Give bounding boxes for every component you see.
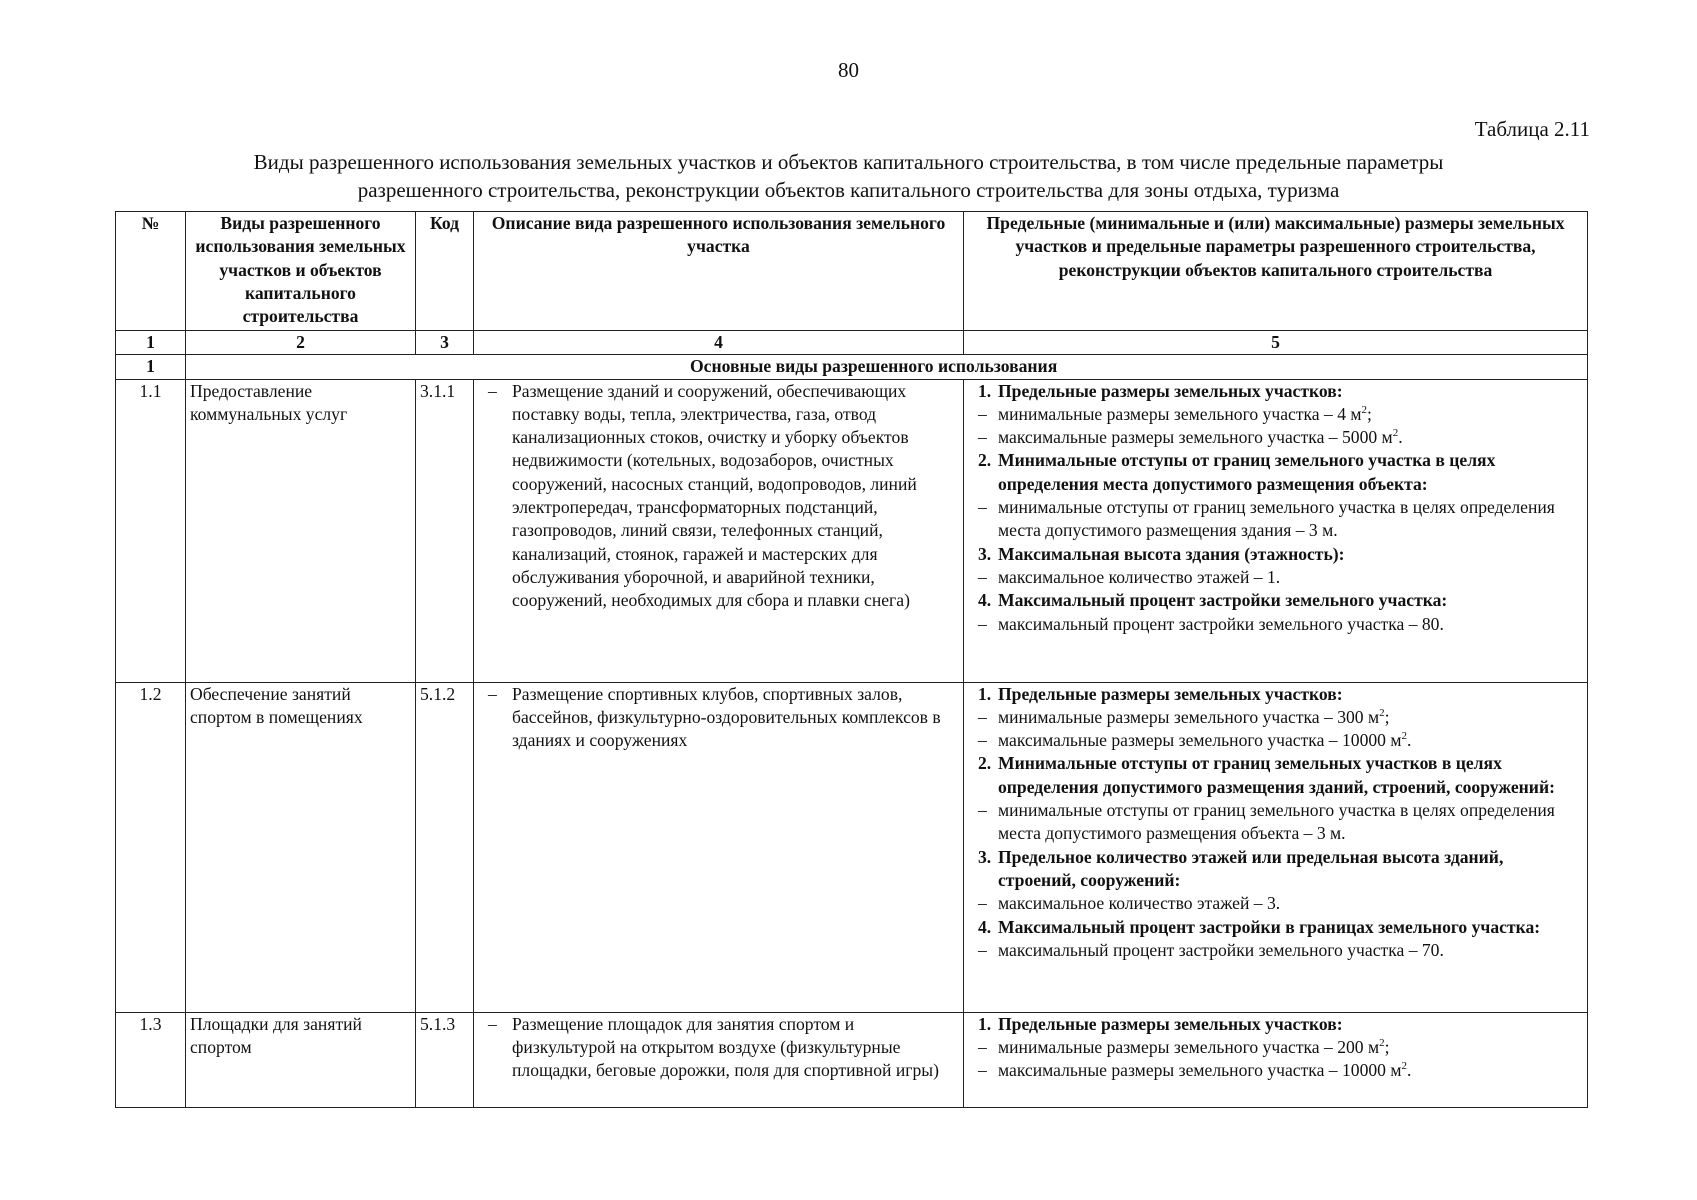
table-row: [116, 1012, 1588, 1107]
row-params: [964, 682, 1588, 1012]
param-item: [968, 589, 1583, 612]
param-text: [998, 543, 1344, 566]
header-kind: Виды разрешенного использования земельных участков и объектов капитального строительства: [186, 212, 416, 331]
param-text: [998, 380, 1343, 403]
param-text-tail: ;: [1367, 403, 1372, 424]
row-code: 3.1.1: [416, 379, 474, 682]
param-marker: –: [978, 706, 987, 727]
param-item: [968, 380, 1583, 403]
param-marker: –: [978, 403, 987, 424]
unit-superscript: 2: [1401, 730, 1407, 743]
header-num: №: [116, 212, 186, 331]
param-text: [998, 589, 1447, 612]
column-numbers-row: [116, 331, 1588, 355]
desc-text: Размещение спортивных клубов, спортивных залов, бассейнов, физкультурно-оздоровительных комплексов в зданиях и сооружениях: [512, 683, 941, 751]
header-code: Код: [416, 212, 474, 331]
row-code: 5.1.3: [416, 1012, 474, 1107]
row-code: 5.1.2: [416, 682, 474, 1012]
param-text: [998, 496, 1583, 543]
param-marker: 1.: [978, 1013, 992, 1034]
table-row: [116, 682, 1588, 1012]
param-text-main: Максимальный процент застройки земельного участка:: [998, 590, 1448, 611]
param-marker: –: [978, 939, 987, 960]
col-number: 4: [474, 331, 964, 355]
param-item: [968, 403, 1583, 426]
section-title-cell: [186, 355, 1588, 379]
param-text-main: Минимальные отступы от границ земельных участков в целях определения допустимого размещения зданий, строений, сооружений:: [998, 753, 1555, 797]
param-text: [998, 799, 1583, 846]
row-kind: Предоставление коммунальных услуг: [186, 379, 416, 682]
param-marker: –: [978, 497, 987, 518]
param-text: [998, 613, 1444, 636]
param-item: [968, 426, 1583, 449]
row-num: 1.1: [116, 379, 186, 682]
param-text-main: минимальные отступы от границ земельного участка в целях определения места допустимого размещения здания – 3 м.: [998, 497, 1555, 541]
param-text-main: максимальные размеры земельного участка – 10000 м: [998, 1060, 1402, 1081]
param-item: [968, 916, 1583, 939]
param-text-main: Максимальная высота здания (этажность):: [998, 543, 1345, 564]
param-marker: 2.: [978, 753, 992, 774]
section-num: 1: [116, 355, 186, 379]
row-params: [964, 379, 1588, 682]
dash-marker: –: [488, 683, 497, 704]
caption-line-1: Виды разрешенного использования земельных участков и объектов капитального строительства, в том числе предельные параметры: [253, 150, 1444, 174]
caption-line-2: разрешенного строительства, реконструкции объектов капитального строительства для зоны отдыха, туризма: [357, 178, 1340, 202]
param-text: [998, 683, 1343, 706]
param-text-main: Максимальный процент застройки в границах земельного участка:: [998, 916, 1541, 937]
param-item: [968, 799, 1583, 846]
row-desc: [474, 682, 964, 1012]
param-marker: –: [978, 613, 987, 634]
param-text-main: максимальный процент застройки земельного участка – 80.: [998, 613, 1444, 634]
param-text: [998, 892, 1280, 915]
param-text: [998, 752, 1583, 799]
unit-superscript: 2: [1379, 707, 1385, 720]
dash-marker: –: [488, 1013, 497, 1034]
param-item: [968, 1036, 1583, 1059]
param-item: [968, 496, 1583, 543]
param-text-main: Предельные размеры земельных участков:: [998, 683, 1343, 704]
col-number: 5: [964, 331, 1588, 355]
param-text-main: максимальный процент застройки земельного участка – 70.: [998, 939, 1444, 960]
param-text-tail: .: [1398, 427, 1403, 448]
row-num: 1.3: [116, 1012, 186, 1107]
page-number: 80: [838, 58, 859, 82]
param-marker: 2.: [978, 450, 992, 471]
param-item: [968, 892, 1583, 915]
row-kind: Обеспечение занятий спортом в помещениях: [186, 682, 416, 1012]
section-title: Основные виды разрешенного использования: [690, 356, 1058, 377]
unit-superscript: 2: [1392, 427, 1399, 440]
param-item: [968, 706, 1583, 729]
param-marker: 1.: [978, 380, 992, 401]
dash-marker: –: [488, 380, 497, 401]
param-text-main: Предельные размеры земельных участков:: [998, 1013, 1343, 1034]
unit-superscript: 2: [1401, 1060, 1407, 1073]
land-use-table: [115, 211, 1588, 1108]
col-number: 1: [116, 331, 186, 355]
row-desc: [474, 1012, 964, 1107]
row-desc: [474, 379, 964, 682]
param-text: [998, 706, 1390, 729]
desc-text: Размещение площадок для занятия спортом и физкультурой на открытом воздухе (физкультурные площадки, беговые дорожки, поля для спортивной игры): [512, 1013, 939, 1081]
row-params: [964, 1012, 1588, 1107]
param-text: [998, 1013, 1343, 1036]
row-kind: Площадки для занятий спортом: [186, 1012, 416, 1107]
param-marker: 3.: [978, 543, 992, 564]
param-item: [968, 449, 1583, 496]
section-row: [116, 355, 1588, 379]
param-text: [998, 566, 1280, 589]
param-text: [998, 729, 1411, 752]
param-item: [968, 939, 1583, 962]
param-text-tail: ;: [1384, 706, 1390, 727]
header-row: [116, 212, 1588, 331]
param-text-main: максимальное количество этажей – 3.: [998, 893, 1281, 914]
param-marker: –: [978, 1060, 987, 1081]
param-marker: –: [978, 1036, 987, 1057]
param-text: [998, 449, 1583, 496]
param-marker: –: [978, 800, 987, 821]
param-text-main: минимальные отступы от границ земельного участка в целях определения места допустимого размещения объекта – 3 м.: [998, 800, 1555, 844]
param-text: [998, 426, 1403, 449]
param-text: [998, 916, 1540, 939]
table-caption: [0, 148, 1697, 204]
table-label: Таблица 2.11: [1474, 117, 1590, 141]
param-text-main: минимальные размеры земельного участка – 300 м: [998, 706, 1380, 727]
param-text: [998, 939, 1444, 962]
param-marker: –: [978, 427, 987, 448]
param-text-tail: .: [1407, 730, 1412, 751]
param-marker: 4.: [978, 916, 992, 937]
header-desc: Описание вида разрешенного использования земельного участка: [474, 212, 964, 331]
param-marker: 3.: [978, 846, 992, 867]
param-item: [968, 566, 1583, 589]
row-num: 1.2: [116, 682, 186, 1012]
param-item: [968, 1059, 1583, 1082]
param-marker: –: [978, 730, 987, 751]
param-marker: 4.: [978, 590, 992, 611]
param-item: [968, 683, 1583, 706]
param-marker: 1.: [978, 683, 992, 704]
param-text-main: максимальное количество этажей – 1.: [998, 566, 1281, 587]
col-number: 3: [416, 331, 474, 355]
param-marker: –: [978, 893, 987, 914]
param-text-tail: .: [1407, 1060, 1412, 1081]
param-text-main: Минимальные отступы от границ земельного участка в целях определения места допустимого размещения объекта:: [998, 450, 1496, 494]
param-text-main: Предельные размеры земельных участков:: [998, 380, 1343, 401]
param-item: [968, 846, 1583, 893]
param-item: [968, 1013, 1583, 1036]
param-item: [968, 729, 1583, 752]
param-item: [968, 752, 1583, 799]
desc-text: Размещение зданий и сооружений, обеспечивающих поставку воды, тепла, электричества, газа, отвод канализационных стоков, очистку и уборку объектов недвижимости (котельных, водозаборов, очистных сооружений, насосных станций, водопроводов, линий электропередач, трансформаторных подстанций, газопроводов, линий связи, телефонных станций, канализаций, стоянок, гаражей и мастерских для обслуживания уборочной, и аварийной техники, сооружений, необходимых для сбора и плавки снега): [512, 380, 917, 611]
param-item: [968, 543, 1583, 566]
unit-superscript: 2: [1361, 404, 1368, 417]
table-row: [116, 379, 1588, 682]
param-text-main: Предельное количество этажей или предельная высота зданий, строений, сооружений:: [998, 846, 1504, 890]
param-text-main: максимальные размеры земельного участка – 10000 м: [998, 730, 1402, 751]
unit-superscript: 2: [1379, 1037, 1385, 1050]
header-params: Предельные (минимальные и (или) максимальные) размеры земельных участков и предельные параметры разрешенного строительства, реконструкции объектов капитального строительства: [964, 212, 1588, 331]
param-text-main: минимальные размеры земельного участка – 4 м: [998, 403, 1362, 424]
param-text: [998, 846, 1583, 893]
param-marker: –: [978, 566, 987, 587]
param-text-main: максимальные размеры земельного участка – 5000 м: [998, 427, 1393, 448]
col-number: 2: [186, 331, 416, 355]
param-text-main: минимальные размеры земельного участка – 200 м: [998, 1036, 1380, 1057]
param-item: [968, 613, 1583, 636]
param-text: [998, 1036, 1390, 1059]
param-text-tail: ;: [1384, 1036, 1390, 1057]
param-text: [998, 1059, 1411, 1082]
param-text: [998, 403, 1372, 426]
